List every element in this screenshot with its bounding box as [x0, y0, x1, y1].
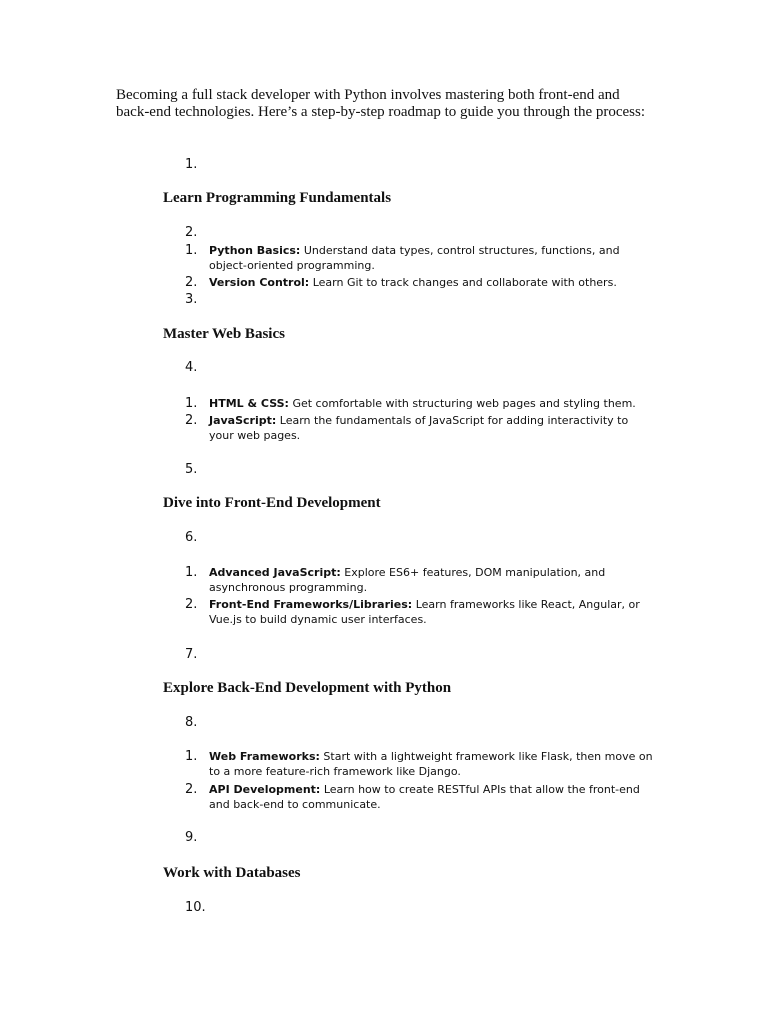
list-item-number: 2. [185, 782, 198, 797]
step-marker: 10. [185, 900, 206, 915]
step-marker: 5. [185, 462, 198, 477]
list-item-label: Front-End Frameworks/Libraries: [209, 598, 413, 611]
list-item-text: Get comfortable with structuring web pages and styling them. [288, 397, 636, 410]
list-item-label: HTML & CSS: [209, 397, 289, 410]
step-marker: 4. [185, 360, 198, 375]
step-marker: 8. [185, 715, 198, 730]
list-item-text: Understand data types, control structures, functions, and object-oriented programming. [209, 244, 620, 272]
list-item-number: 1. [185, 565, 198, 580]
list-item-label: API Development: [209, 783, 321, 796]
list-item [185, 782, 655, 812]
list-item-text: Learn Git to track changes and collaborate with others. [309, 276, 617, 289]
list-item [185, 396, 655, 411]
list-item-label: Python Basics: [209, 244, 301, 257]
list-item [185, 749, 655, 779]
list-item [185, 565, 655, 595]
list-item-label: Advanced JavaScript: [209, 566, 341, 579]
list-item [185, 243, 655, 273]
step-marker: 7. [185, 647, 198, 662]
list-item-number: 2. [185, 413, 198, 428]
section-heading: Dive into Front-End Development [163, 495, 381, 511]
step-marker: 6. [185, 530, 198, 545]
list-item-number: 2. [185, 597, 198, 612]
list-item-label: Version Control: [209, 276, 310, 289]
list-item [185, 275, 655, 290]
list-item [185, 413, 655, 443]
list-item [185, 597, 655, 627]
step-marker: 1. [185, 157, 198, 172]
section-heading: Master Web Basics [163, 326, 285, 342]
list-item-number: 1. [185, 396, 198, 411]
section-heading: Work with Databases [163, 865, 301, 881]
list-item-text: Start with a lightweight framework like Flask, then move on to a more feature-rich framework like Django. [209, 750, 653, 778]
intro-paragraph: Becoming a full stack developer with Python involves mastering both front-end and back-end technologies. Here’s a step-by-step roadmap to guide you through the process: [116, 87, 646, 120]
step-marker: 2. [185, 225, 198, 240]
list-item-number: 1. [185, 243, 198, 258]
list-item-number: 2. [185, 275, 198, 290]
step-marker: 3. [185, 292, 198, 307]
list-item-label: JavaScript: [209, 414, 277, 427]
section-heading: Learn Programming Fundamentals [163, 190, 392, 206]
list-item-text: Learn frameworks like React, Angular, or Vue.js to build dynamic user interfaces. [209, 598, 640, 626]
list-item-number: 1. [185, 749, 198, 764]
step-marker: 9. [185, 830, 198, 845]
list-item-text: Learn how to create RESTful APIs that allow the front-end and back-end to communicate. [209, 783, 640, 811]
list-item-text: Explore ES6+ features, DOM manipulation, and asynchronous programming. [209, 566, 606, 594]
list-item-text: Learn the fundamentals of JavaScript for adding interactivity to your web pages. [209, 414, 629, 442]
list-item-label: Web Frameworks: [209, 750, 320, 763]
section-heading: Explore Back-End Development with Python [163, 680, 452, 696]
